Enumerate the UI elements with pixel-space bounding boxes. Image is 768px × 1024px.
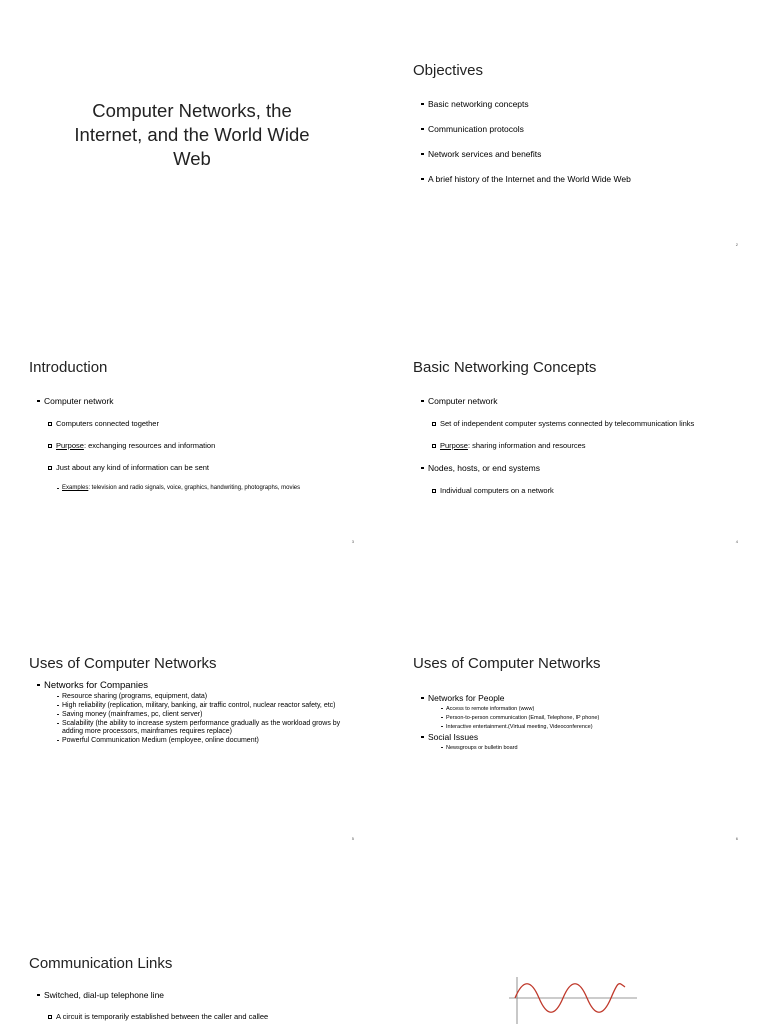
- examples-text: : television and radio signals, voice, graphics, handwriting, photographs, movies: [88, 485, 301, 491]
- slide-number: 5: [351, 836, 354, 841]
- bullet-list: [420, 99, 631, 199]
- bullet-list: [36, 396, 300, 504]
- slide-uses-companies: [0, 594, 384, 891]
- list-subitem: Individual computers on a network: [420, 486, 694, 495]
- slide-heading: Communication Links: [29, 955, 173, 972]
- list-subitem: Access to remote information (www): [420, 705, 750, 713]
- list-item: Switched, dial-up telephone line: [36, 990, 268, 1000]
- list-item: Network services and benefits: [420, 149, 631, 159]
- slide-introduction: [0, 297, 384, 594]
- list-subitem: Powerful Communication Medium (employee, online document): [36, 737, 356, 745]
- examples-label: Examples: [62, 485, 89, 491]
- list-subitem: Interactive entertainment.(Virtual meeting, Videoconference): [420, 723, 750, 731]
- slide-heading: Introduction: [29, 359, 108, 376]
- list-subitem: Newsgroups or bulletin board: [420, 744, 750, 752]
- bullet-list: [420, 693, 750, 753]
- list-item: Communication protocols: [420, 124, 631, 134]
- deck-title: Computer Networks, the Internet, and the World Wide Web: [74, 100, 310, 169]
- list-subitem: Person-to-person communication (Email, Telephone, IP phone): [420, 714, 750, 722]
- purpose-label: Purpose: [56, 441, 84, 450]
- purpose-label: Purpose: [440, 441, 468, 450]
- slide-number: 4: [735, 539, 738, 544]
- list-subitem: [36, 441, 300, 450]
- list-item: Computer network: [36, 396, 300, 406]
- slide-heading: Uses of Computer Networks: [413, 655, 601, 672]
- bullet-list: [36, 990, 268, 1021]
- list-subitem: Just about any kind of information can be sent: [36, 463, 300, 472]
- list-subitem: Saving money (mainframes, pc, client server): [36, 711, 356, 719]
- slide-heading: Uses of Computer Networks: [29, 655, 217, 672]
- bullet-list: [36, 680, 356, 746]
- list-item: Computer network: [420, 396, 694, 406]
- list-subitem: High reliability (replication, military, banking, air traffic control, nuclear reactor safety, etc): [36, 702, 356, 710]
- list-subitem: Computers connected together: [36, 419, 300, 428]
- slide-title-page: [0, 0, 384, 297]
- slide-basic-networking-concepts: [384, 297, 768, 594]
- slide-number: 6: [735, 836, 738, 841]
- slide-number: 2: [735, 242, 738, 247]
- purpose-text: : sharing information and resources: [467, 441, 586, 450]
- list-item: Networks for Companies: [36, 680, 356, 691]
- list-item: Networks for People: [420, 693, 750, 703]
- slide-communication-links: [0, 891, 768, 1024]
- slide-heading: Objectives: [413, 62, 484, 79]
- list-subitem: A circuit is temporarily established between the caller and callee: [36, 1012, 268, 1021]
- slide-heading: Basic Networking Concepts: [413, 359, 597, 376]
- list-subitem: Resource sharing (programs, equipment, data): [36, 693, 356, 701]
- list-subitem: Scalability (the ability to increase system performance gradually as the workload grows by adding more processors, mainframes requires replace): [36, 720, 356, 736]
- list-subitem: [420, 441, 694, 450]
- analog-wave-figure: [509, 975, 639, 1024]
- list-item: Social Issues: [420, 732, 750, 742]
- slide-uses-people: [384, 594, 768, 891]
- list-item: Nodes, hosts, or end systems: [420, 463, 694, 473]
- purpose-text: : exchanging resources and information: [83, 441, 216, 450]
- list-item: A brief history of the Internet and the World Wide Web: [420, 174, 631, 184]
- list-subsubitem: [36, 485, 300, 491]
- bullet-list: [420, 396, 694, 508]
- list-subitem: Set of independent computer systems connected by telecommunication links: [420, 419, 694, 428]
- slide-number: 3: [351, 539, 354, 544]
- list-item: Basic networking concepts: [420, 99, 631, 109]
- slide-objectives: [384, 0, 768, 297]
